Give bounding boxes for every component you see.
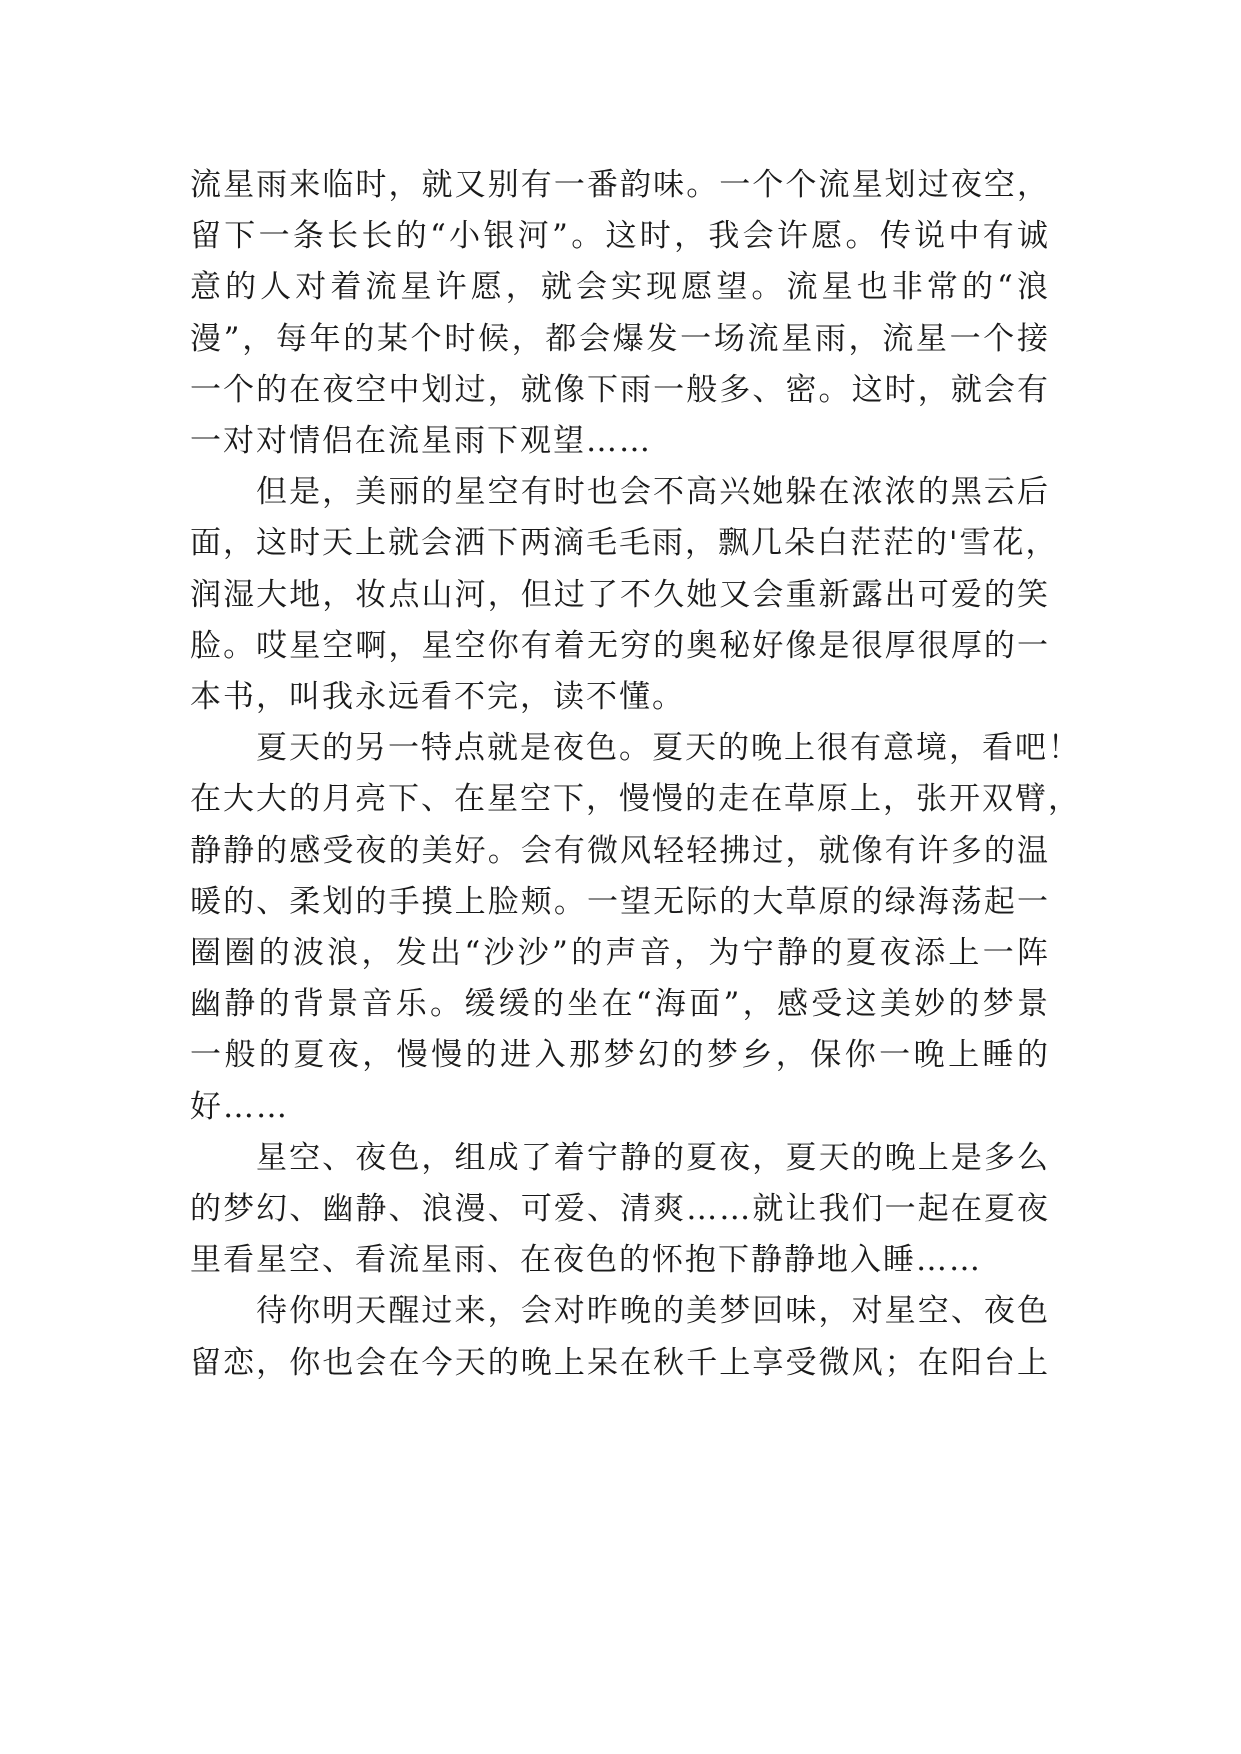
text-line: 面，这时天上就会洒下两滴毛毛雨，飘几朵白茫茫的'雪花， bbox=[190, 525, 1059, 562]
paragraph-starry-sky bbox=[190, 467, 1059, 723]
text-line: 留下一条长长的“小银河”。这时，我会许愿。传说中有诚 bbox=[190, 218, 1050, 255]
text-line: 本书，叫我永远看不完，读不懂。 bbox=[190, 679, 685, 716]
text-line: 但是，美丽的星空有时也会不高兴她躲在浓浓的黑云后 bbox=[256, 474, 1050, 511]
text-line: 润湿大地，妆点山河，但过了不久她又会重新露出可爱的笑 bbox=[190, 576, 1050, 613]
text-line: 待你明天醒过来，会对昨晚的美梦回味，对星空、夜色 bbox=[256, 1293, 1050, 1330]
text-line: 一般的夏夜，慢慢的进入那梦幻的梦乡，保你一晚上睡的 bbox=[190, 1037, 1050, 1074]
text-line: 漫”，每年的某个时候，都会爆发一场流星雨，流星一个接 bbox=[190, 320, 1050, 357]
paragraph-night-scene bbox=[190, 723, 1081, 1133]
text-line: 里看星空、看流星雨、在夜色的怀抱下静静地入睡…… bbox=[190, 1242, 982, 1279]
text-line: 留恋，你也会在今天的晚上呆在秋千上享受微风；在阳台上 bbox=[190, 1344, 1050, 1381]
text-line: 幽静的背景音乐。缓缓的坐在“海面”，感受这美妙的梦景 bbox=[190, 986, 1050, 1023]
body-text bbox=[190, 160, 1081, 1389]
paragraph-meteor-shower bbox=[190, 160, 1050, 467]
text-line: 一对对情侣在流星雨下观望…… bbox=[190, 423, 652, 460]
text-line: 夏天的另一特点就是夜色。夏天的晚上很有意境，看吧！ bbox=[256, 730, 1081, 767]
text-line: 意的人对着流星许愿，就会实现愿望。流星也非常的“浪 bbox=[190, 269, 1050, 306]
text-line: 的梦幻、幽静、浪漫、可爱、清爽……就让我们一起在夏夜 bbox=[190, 1191, 1050, 1228]
text-line: 脸。哎星空啊，星空你有着无穷的奥秘好像是很厚很厚的一 bbox=[190, 627, 1050, 664]
paragraph-tomorrow bbox=[190, 1286, 1050, 1388]
text-line: 好…… bbox=[190, 1088, 289, 1125]
text-line: 圈圈的波浪，发出“沙沙”的声音，为宁静的夏夜添上一阵 bbox=[190, 935, 1050, 972]
paragraph-summer-night bbox=[190, 1133, 1050, 1287]
text-line: 暖的、柔划的手摸上脸颊。一望无际的大草原的绿海荡起一 bbox=[190, 883, 1050, 920]
text-line: 星空、夜色，组成了着宁静的夏夜，夏天的晚上是多么 bbox=[256, 1139, 1050, 1176]
text-line: 静静的感受夜的美好。会有微风轻轻拂过，就像有许多的温 bbox=[190, 832, 1050, 869]
text-line: 一个的在夜空中划过，就像下雨一般多、密。这时，就会有 bbox=[190, 371, 1050, 408]
text-line: 在大大的月亮下、在星空下，慢慢的走在草原上，张开双臂， bbox=[190, 781, 1081, 818]
text-line: 流星雨来临时，就又别有一番韵味。一个个流星划过夜空， bbox=[190, 167, 1050, 203]
